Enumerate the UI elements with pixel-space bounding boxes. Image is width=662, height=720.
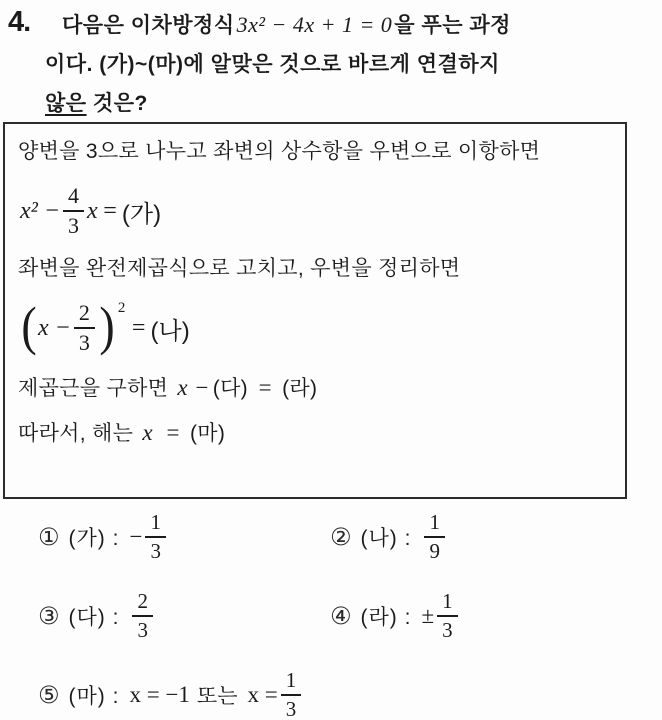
choice-2 (330, 504, 622, 570)
fraction-2-3 (132, 589, 153, 643)
fraction-numerator: 1 (429, 509, 440, 534)
choice-5-solution-1: x = −1 (129, 682, 190, 707)
step3-math-lead: x − (177, 375, 210, 400)
step4-equals: = (165, 420, 181, 445)
quadratic-equation-inline: 3x² − 4x + 1 = 0 (236, 12, 393, 37)
formula-divide-by-3 (20, 181, 612, 241)
choice-5-label: (마) : (68, 685, 120, 708)
formula1-lead: x² − (20, 197, 61, 224)
fraction-numerator: 2 (78, 299, 90, 325)
fraction-denominator: 3 (145, 536, 166, 564)
fraction-denominator: 3 (63, 210, 84, 239)
fraction-numerator: 4 (68, 182, 80, 208)
circled-number-3: ③ (38, 602, 60, 630)
fraction-denominator: 3 (281, 694, 302, 720)
blank-na: (나) (150, 317, 190, 345)
fraction-1-9 (424, 510, 445, 564)
fraction-numerator: 1 (150, 509, 161, 534)
fraction-2-3 (74, 300, 95, 357)
blank-ra: (라) (282, 377, 318, 400)
question-line1-post: 을 푸는 과정 (394, 14, 511, 37)
box-step3-text (18, 368, 612, 409)
circled-number-2: ② (330, 523, 352, 551)
formula1-equals: = (101, 197, 118, 224)
question-line3-rest: 것은? (86, 92, 148, 115)
choice-3-label: (다) : (68, 606, 120, 629)
step3-equals: = (257, 375, 273, 400)
fraction-numerator: 1 (285, 667, 297, 692)
box-step2-text: 좌변을 완전제곱식으로 고치고, 우변을 정리하면 (18, 257, 461, 280)
plus-minus-sign: ± (421, 603, 435, 628)
fraction-numerator: 2 (137, 588, 148, 613)
question-line-2: 이다. (가)~(마)에 알맞은 것으로 바르게 연결하지 (45, 53, 500, 76)
fraction-denominator: 9 (424, 536, 445, 564)
choice-row-1 (38, 504, 662, 570)
circled-number-4: ④ (330, 602, 352, 630)
question-number: 4. (8, 6, 31, 38)
box-step4-text (18, 413, 612, 454)
choice-5-solution-2: x = (247, 682, 278, 707)
formula1-variable: x (87, 197, 98, 224)
question-text (45, 5, 511, 123)
box-step1-text: 양변을 3으로 나누고 좌변의 상수항을 우변으로 이항하면 (18, 140, 541, 163)
choice-3 (38, 583, 330, 649)
fraction-numerator: 1 (442, 588, 453, 613)
formula-perfect-square: ( x − $\frac{2}{3}$ ) 2 = (나) (21, 296, 190, 356)
fraction-denominator: 3 (437, 615, 458, 643)
answer-choices (0, 504, 662, 720)
fraction-1-3 (437, 589, 458, 643)
blank-ma: (마) (189, 422, 226, 445)
choice-5 (38, 662, 598, 720)
circled-number-5: ⑤ (38, 681, 60, 709)
fraction-denominator: 3 (132, 615, 153, 643)
choice-1-label: (가) : (68, 527, 120, 550)
blank-ga: (가) (121, 200, 162, 228)
question-line-1 (45, 5, 511, 45)
choice-row-3 (38, 662, 662, 720)
fraction-denominator: 3 (74, 327, 95, 356)
circled-number-1: ① (38, 523, 60, 551)
fraction-1-3 (281, 668, 302, 720)
choice-4 (330, 583, 622, 649)
formula2-equals: = (130, 314, 147, 341)
blank-da: (다) (212, 377, 248, 400)
minus-sign: − (129, 524, 143, 549)
question-line1-pre: 다음은 이차방정식 (62, 14, 235, 37)
exponent-2: 2 (117, 299, 126, 316)
step3-pre: 제곱근을 구하면 (18, 377, 169, 400)
formula2-lead: x − (37, 314, 71, 341)
step4-pre: 따라서, 해는 (18, 422, 134, 445)
question-line-3 (45, 84, 511, 123)
choice-row-2 (38, 583, 662, 649)
or-word: 또는 (196, 685, 238, 708)
choice-4-label: (라) : (360, 606, 412, 629)
question-header (0, 0, 662, 123)
solution-box (3, 122, 627, 499)
underlined-word: 않은 (45, 92, 87, 115)
step4-variable: x (142, 420, 153, 445)
choice-2-label: (나) : (360, 527, 412, 550)
fraction-4-3 (63, 183, 84, 240)
fraction-1-3 (145, 510, 166, 564)
choice-1 (38, 504, 330, 570)
